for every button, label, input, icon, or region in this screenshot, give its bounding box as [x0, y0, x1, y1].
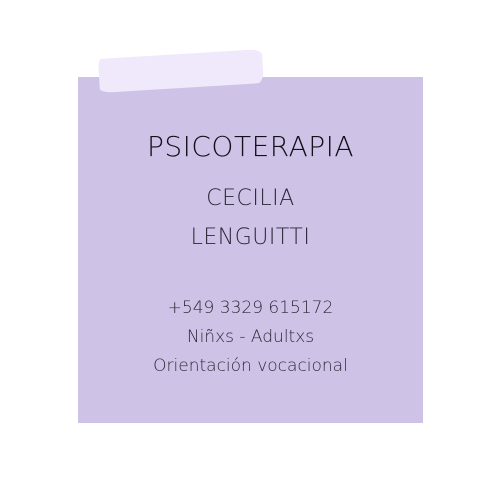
audience-text: Niñxs - Adultxs	[186, 327, 315, 347]
first-name: CECILIA	[206, 186, 295, 211]
last-name: LENGUITTI	[190, 225, 311, 250]
service-text: Orientación vocacional	[153, 356, 348, 376]
phone-number: +549 3329 615172	[167, 298, 334, 318]
card-title: PSICOTERAPIA	[146, 130, 355, 163]
